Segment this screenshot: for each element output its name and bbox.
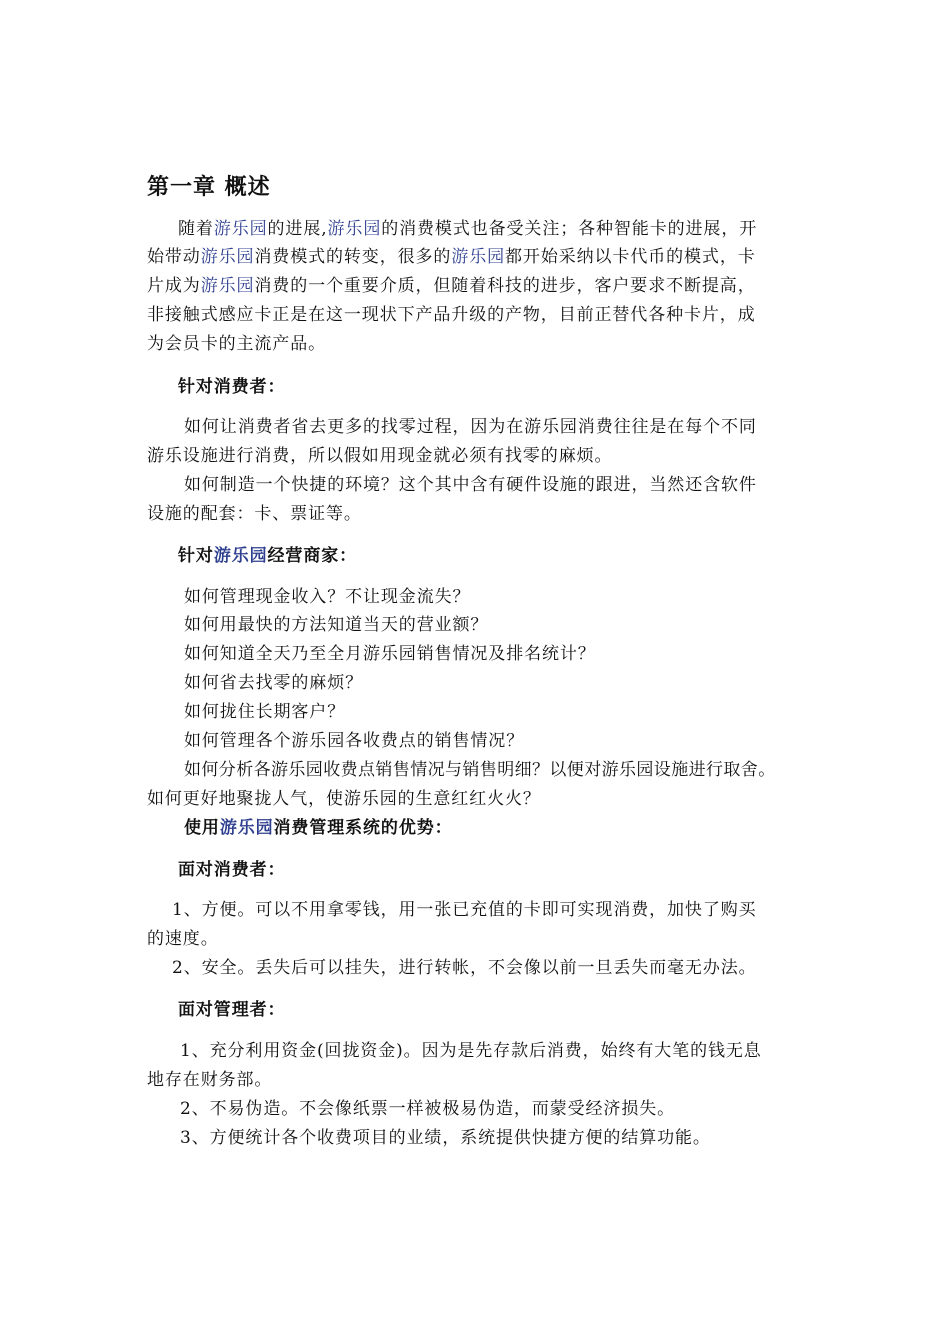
text: 始带动: [147, 247, 201, 267]
manager-advantage-1-line-2: 地存在财务部。: [147, 1070, 273, 1090]
manager-advantage-2: 2、不易伪造。不会像纸票一样被极易伪造，而蒙受经济损失。: [180, 1099, 676, 1119]
operators-question-7: 如何分析各游乐园收费点销售情况与销售明细？以便对游乐园设施进行取舍。: [184, 760, 776, 780]
intro-line-4: 非接触式感应卡正是在这一现状下产品升级的产物，目前正替代各种卡片，成: [147, 305, 756, 325]
text: 片成为: [147, 276, 201, 296]
consumer-advantage-1-line-2: 的速度。: [147, 929, 219, 949]
chapter-title: 第一章 概述: [147, 175, 271, 200]
advantages-heading: [184, 817, 453, 839]
keyword: 游乐园: [213, 546, 268, 566]
intro-line-5: 为会员卡的主流产品。: [147, 334, 326, 354]
consumers-p1-line-2: 游乐设施进行消费，所以假如用现金就必须有找零的麻烦。: [147, 446, 613, 466]
operators-question-3: 如何知道全天乃至全月游乐园销售情况及排名统计？: [184, 644, 596, 664]
text: 的进展,: [267, 219, 328, 239]
operators-question-8: 如何更好地聚拢人气，使游乐园的生意红红火火？: [147, 789, 541, 809]
consumers-p1-line-1: 如何让消费者省去更多的找零过程，因为在游乐园消费往往是在每个不同: [184, 417, 757, 437]
manager-advantage-3: 3、方便统计各个收费项目的业绩，系统提供快捷方便的结算功能。: [180, 1128, 711, 1148]
operators-question-1: 如何管理现金收入？不让现金流失？: [184, 587, 471, 607]
intro-line-2: [147, 246, 756, 268]
text: 的消费模式也备受关注；各种智能卡的进展，开: [381, 219, 758, 239]
consumers-p2-line-2: 设施的配套：卡、票证等。: [147, 504, 362, 524]
text: 消费管理系统的优势：: [273, 818, 453, 838]
consumers-heading: 针对消费者：: [178, 377, 286, 397]
consumer-advantages-heading: 面对消费者：: [178, 860, 286, 880]
consumer-advantage-1-line-1: 1、方便。可以不用拿零钱，用一张已充值的卡即可实现消费，加快了购买: [172, 900, 757, 920]
text: 针对: [178, 546, 214, 566]
keyword: 游乐园: [213, 219, 268, 239]
text: 都开始采纳以卡代币的模式，卡: [505, 247, 756, 267]
keyword: 游乐园: [451, 247, 506, 267]
keyword: 游乐园: [219, 818, 274, 838]
intro-line-1: [178, 218, 757, 240]
text: 使用: [184, 818, 220, 838]
intro-line-3: [147, 275, 756, 297]
operators-question-4: 如何省去找零的麻烦？: [184, 673, 363, 693]
operators-question-5: 如何拢住长期客户？: [184, 702, 346, 722]
operators-question-2: 如何用最快的方法知道当天的营业额？: [184, 615, 489, 635]
keyword: 游乐园: [327, 219, 382, 239]
text: 随着: [178, 219, 214, 239]
operators-heading: [178, 545, 357, 567]
text: 消费的一个重要介质，但随着科技的进步，客户要求不断提高，: [254, 276, 756, 296]
operators-question-6: 如何管理各个游乐园各收费点的销售情况？: [184, 731, 525, 751]
manager-advantages-heading: 面对管理者：: [178, 1000, 286, 1020]
keyword: 游乐园: [200, 247, 255, 267]
text: 经营商家：: [267, 546, 358, 566]
consumer-advantage-2: 2、安全。丢失后可以挂失，进行转帐，不会像以前一旦丢失而毫无办法。: [172, 958, 757, 978]
consumers-p2-line-1: 如何制造一个快捷的环境？这个其中含有硬件设施的跟进，当然还含软件: [184, 475, 757, 495]
keyword: 游乐园: [200, 276, 255, 296]
manager-advantage-1-line-1: 1、充分利用资金(回拢资金)。因为是先存款后消费，始终有大笔的钱无息: [180, 1041, 762, 1061]
text: 消费模式的转变，很多的: [254, 247, 452, 267]
